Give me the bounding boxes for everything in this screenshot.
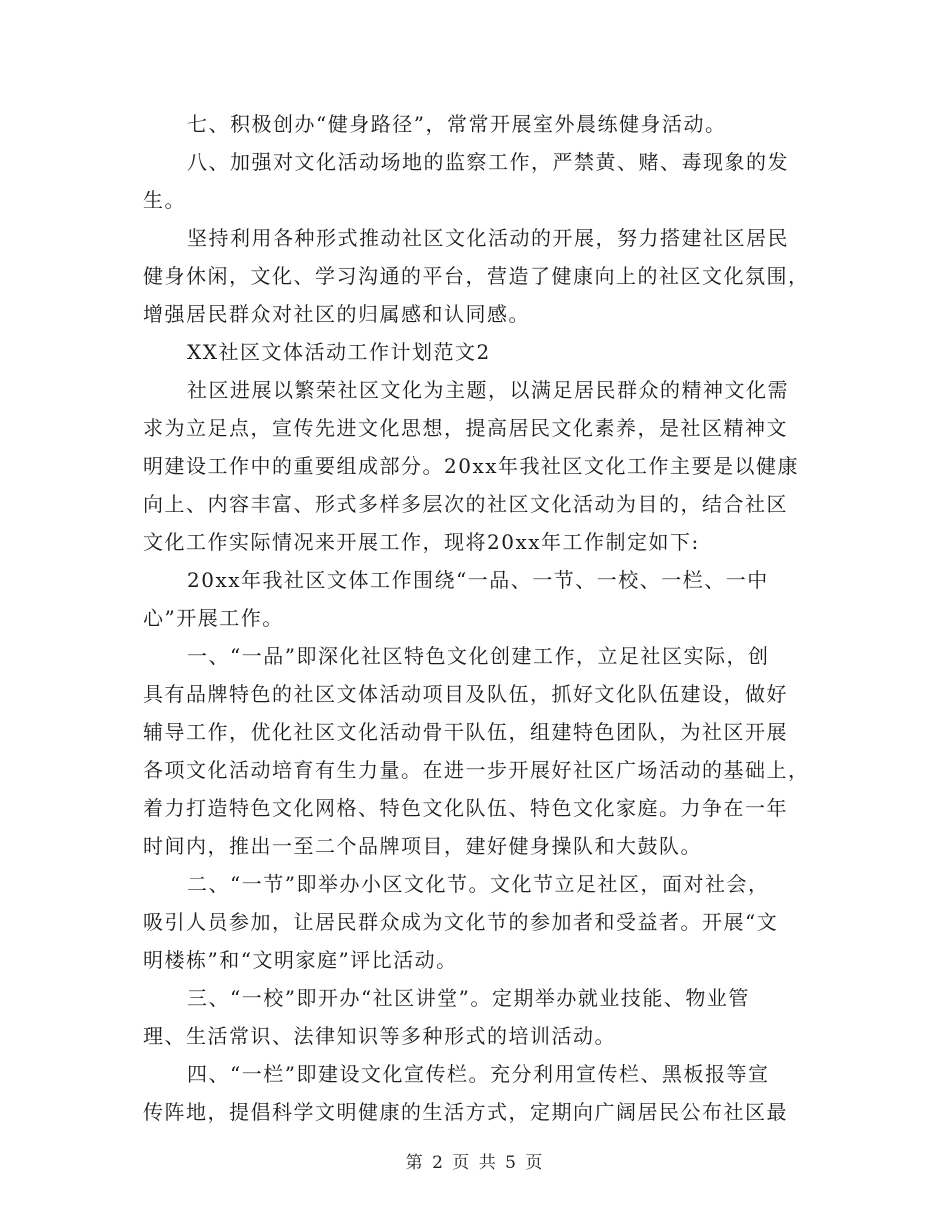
paragraph-line: 文化工作实际情况来开展工作，现将20xx年工作制定如下: <box>143 530 700 554</box>
paragraph-line: 理、生活常识、法律知识等多种形式的培训活动。 <box>143 1024 616 1048</box>
paragraph-line: 传阵地，提倡科学文明健康的生活方式，定期向广阔居民公布社区最 <box>143 1100 788 1124</box>
paragraph-line: 明建设工作中的重要组成部分。20xx年我社区文化工作主要是以健康 <box>143 454 800 478</box>
paragraph-line: 明楼栋”和“文明家庭”评比活动。 <box>143 948 458 972</box>
paragraph-line: 生。 <box>143 188 186 212</box>
paragraph-line: 一、“一品”即深化社区特色文化创建工作，立足社区实际，创 <box>187 644 770 668</box>
paragraph-line: 辅导工作，优化社区文化活动骨干队伍，组建特色团队，为社区开展 <box>143 720 788 744</box>
paragraph-line: 增强居民群众对社区的归属感和认同感。 <box>143 302 530 326</box>
section-heading: XX社区文体活动工作计划范文2 <box>187 340 491 364</box>
paragraph-line: 八、加强对文化活动场地的监察工作，严禁黄、赌、毒现象的发 <box>187 150 789 174</box>
paragraph-line: 三、“一校”即开办“社区讲堂”。定期举办就业技能、物业管 <box>187 986 750 1010</box>
paragraph-line: 着力打造特色文化网格、特色文化队伍、特色文化家庭。力争在一年 <box>143 796 788 820</box>
paragraph-line: 二、“一节”即举办小区文化节。文化节立足社区，面对社会， <box>187 872 770 896</box>
document-body <box>143 105 810 1131</box>
page-number-footer: 第 2 页 共 5 页 <box>405 1153 545 1173</box>
paragraph-line: 时间内，推出一至二个品牌项目，建好健身操队和大鼓队。 <box>143 834 702 858</box>
paragraph-line: 社区进展以繁荣社区文化为主题，以满足居民群众的精神文化需 <box>187 378 789 402</box>
paragraph-line: 七、积极创办“健身路径”，常常开展室外晨练健身活动。 <box>187 112 727 136</box>
paragraph-line: 心”开展工作。 <box>143 606 284 630</box>
paragraph-line: 具有品牌特色的社区文体活动项目及队伍，抓好文化队伍建设，做好 <box>143 682 788 706</box>
paragraph-line: 20xx年我社区文体工作围绕“一品、一节、一校、一栏、一中 <box>187 568 769 592</box>
paragraph-line: 各项文化活动培育有生力量。在进一步开展好社区广场活动的基础上， <box>143 758 810 782</box>
paragraph-line: 向上、内容丰富、形式多样多层次的社区文化活动为目的，结合社区 <box>143 492 788 516</box>
paragraph-line: 吸引人员参加，让居民群众成为文化节的参加者和受益者。开展“文 <box>143 910 779 934</box>
paragraph-line: 求为立足点，宣传先进文化思想，提高居民文化素养，是社区精神文 <box>143 416 788 440</box>
paragraph-line: 健身休闲，文化、学习沟通的平台，营造了健康向上的社区文化氛围， <box>143 264 810 288</box>
paragraph-line: 坚持利用各种形式推动社区文化活动的开展，努力搭建社区居民 <box>187 226 789 250</box>
paragraph-line: 四、“一栏”即建设文化宣传栏。充分利用宣传栏、黑板报等宣 <box>187 1062 770 1086</box>
